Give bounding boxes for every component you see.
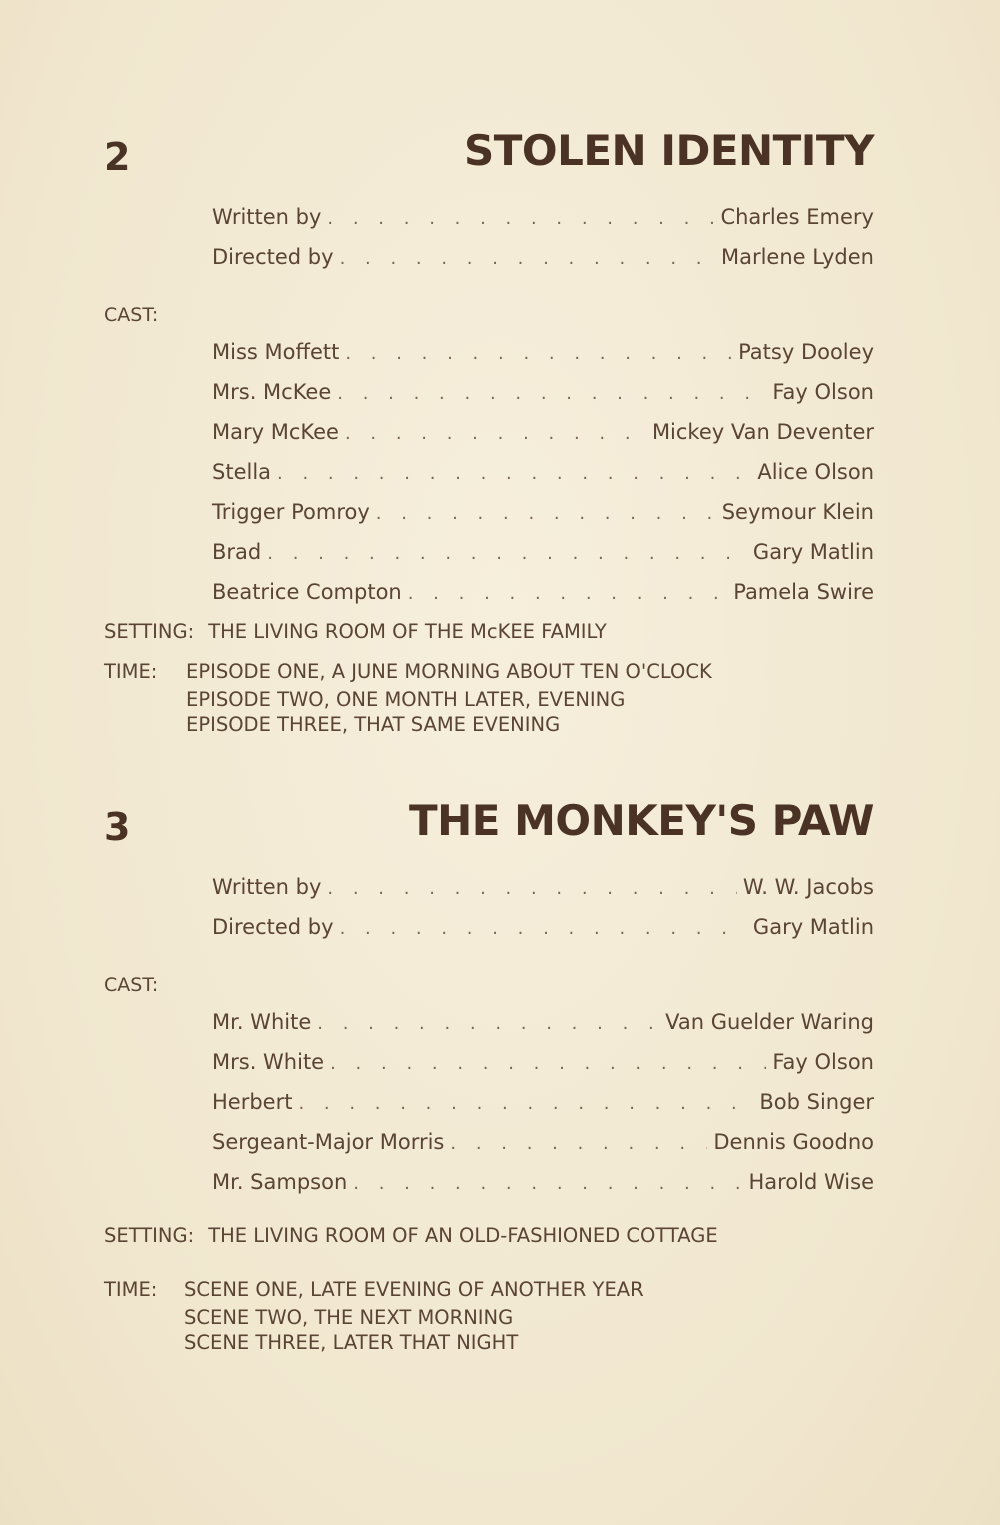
cast-actor: Fay Olson <box>772 1050 874 1074</box>
cast-actor: Mickey Van Deventer <box>651 420 874 444</box>
credit-role: Written by <box>212 875 322 899</box>
dot-leader <box>353 1173 742 1194</box>
setting-label: SETTING: <box>104 620 195 643</box>
cast-row <box>212 540 874 580</box>
dot-leader <box>345 423 646 444</box>
cast-row <box>212 500 874 540</box>
cast-row <box>212 1170 874 1210</box>
dot-leader <box>450 1133 707 1154</box>
cast-list <box>212 1010 874 1210</box>
credit-name: Marlene Lyden <box>720 245 874 269</box>
cast-list <box>212 340 874 620</box>
dot-leader <box>330 1053 766 1074</box>
cast-role: Brad <box>212 540 262 564</box>
cast-role: Mrs. White <box>212 1050 325 1074</box>
cast-row <box>212 580 874 620</box>
credit-role: Directed by <box>212 245 334 269</box>
cast-actor: Patsy Dooley <box>738 340 874 364</box>
cast-row <box>212 1010 874 1050</box>
play-title: THE MONKEY'S PAW <box>408 796 874 845</box>
cast-actor: Fay Olson <box>772 380 874 404</box>
play-title: STOLEN IDENTITY <box>464 126 874 175</box>
dot-leader <box>408 583 727 604</box>
play-number: 3 <box>104 805 131 849</box>
cast-actor: Van Guelder Waring <box>665 1010 874 1034</box>
cast-row <box>212 460 874 500</box>
dot-leader <box>345 343 732 364</box>
cast-role: Mary McKee <box>212 420 339 444</box>
time-label: TIME: <box>104 1278 158 1301</box>
credit-row <box>212 245 874 285</box>
play-number: 2 <box>104 135 131 179</box>
time-label: TIME: <box>104 660 158 683</box>
time-line: EPISODE TWO, ONE MONTH LATER, EVENING <box>186 688 626 711</box>
time-line: EPISODE THREE, THAT SAME EVENING <box>186 713 561 736</box>
cast-role: Herbert <box>212 1090 293 1114</box>
cast-row <box>212 1130 874 1170</box>
cast-role: Beatrice Compton <box>212 580 402 604</box>
credit-name: W. W. Jacobs <box>742 875 874 899</box>
credit-role: Written by <box>212 205 322 229</box>
credit-row <box>212 205 874 245</box>
credits-list <box>212 205 874 285</box>
cast-role: Mr. Sampson <box>212 1170 348 1194</box>
cast-actor: Pamela Swire <box>733 580 874 604</box>
credits-list <box>212 875 874 955</box>
dot-leader <box>298 1093 753 1114</box>
dot-leader <box>327 878 736 899</box>
cast-label: CAST: <box>104 974 159 996</box>
time-line: EPISODE ONE, A JUNE MORNING ABOUT TEN O'CLOCK <box>186 660 712 683</box>
cast-row <box>212 340 874 380</box>
credit-name: Charles Emery <box>720 205 874 229</box>
time-line: SCENE THREE, LATER THAT NIGHT <box>184 1331 519 1354</box>
dot-leader <box>277 463 751 484</box>
dot-leader <box>340 248 715 269</box>
dot-leader <box>267 543 747 564</box>
setting-text: THE LIVING ROOM OF THE McKEE FAMILY <box>208 620 607 643</box>
credit-role: Directed by <box>212 915 334 939</box>
credit-row <box>212 915 874 955</box>
dot-leader <box>340 918 747 939</box>
cast-label: CAST: <box>104 304 159 326</box>
cast-actor: Seymour Klein <box>721 500 874 524</box>
credit-name: Gary Matlin <box>752 915 874 939</box>
setting-text: THE LIVING ROOM OF AN OLD-FASHIONED COTTAGE <box>208 1224 718 1247</box>
cast-row <box>212 420 874 460</box>
cast-actor: Harold Wise <box>748 1170 874 1194</box>
setting-line <box>104 1224 718 1247</box>
cast-row <box>212 1050 874 1090</box>
time-lines <box>186 660 712 740</box>
time-line: SCENE TWO, THE NEXT MORNING <box>184 1306 514 1329</box>
credit-row <box>212 875 874 915</box>
cast-role: Trigger Pomroy <box>212 500 370 524</box>
cast-actor: Gary Matlin <box>752 540 874 564</box>
cast-role: Mrs. McKee <box>212 380 332 404</box>
cast-actor: Dennis Goodno <box>713 1130 874 1154</box>
dot-leader <box>327 208 714 229</box>
setting-line <box>104 620 607 643</box>
cast-row <box>212 380 874 420</box>
dot-leader <box>337 383 766 404</box>
dot-leader <box>317 1013 659 1034</box>
cast-actor: Bob Singer <box>759 1090 874 1114</box>
cast-actor: Alice Olson <box>757 460 874 484</box>
cast-role: Stella <box>212 460 272 484</box>
setting-label: SETTING: <box>104 1224 195 1247</box>
time-lines <box>184 1278 644 1358</box>
dot-leader <box>376 503 716 524</box>
cast-row <box>212 1090 874 1130</box>
cast-role: Sergeant-Major Morris <box>212 1130 445 1154</box>
time-line: SCENE ONE, LATE EVENING OF ANOTHER YEAR <box>184 1278 644 1301</box>
cast-role: Mr. White <box>212 1010 312 1034</box>
cast-role: Miss Moffett <box>212 340 340 364</box>
